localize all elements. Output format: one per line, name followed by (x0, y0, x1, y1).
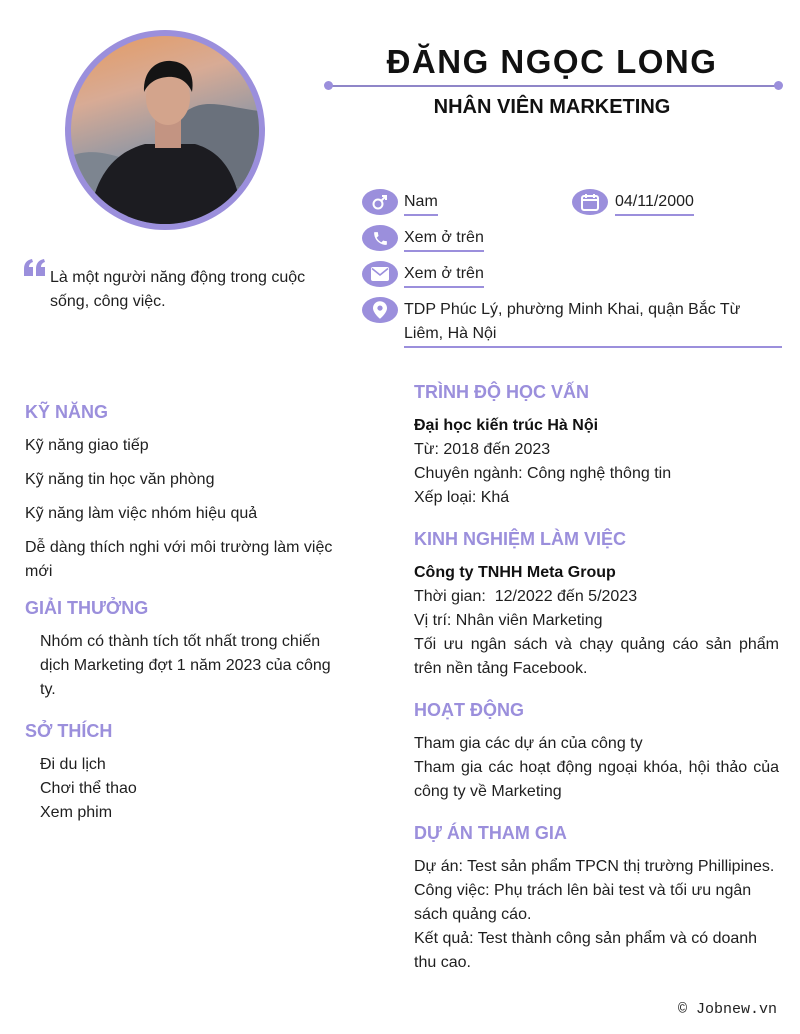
right-column (414, 380, 779, 992)
calendar-icon (572, 189, 608, 215)
activity-item: Tham gia các hoạt động ngoại khóa, hội thảo của công ty về Marketing (414, 759, 779, 800)
address-value: TDP Phúc Lý, phường Minh Khai, quận Bắc Từ Liêm, Hà Nội (404, 298, 782, 348)
job-title: NHÂN VIÊN MARKETING (433, 96, 671, 118)
activities-heading: HOẠT ĐỘNG (414, 700, 524, 720)
skill-item: Dễ dàng thích nghi với môi trường làm việc mới (25, 539, 333, 580)
candidate-name: ĐĂNG NGỌC LONG (386, 43, 718, 80)
experience-section (414, 527, 779, 681)
hobby-item: Xem phim (40, 804, 113, 821)
skills-heading: KỸ NĂNG (25, 402, 109, 422)
activity-item: Tham gia các dự án của công ty (414, 735, 643, 752)
awards-heading: GIẢI THƯỞNG (25, 598, 149, 618)
email-value: Xem ở trên (404, 262, 484, 288)
skills-section (25, 400, 363, 594)
hobby-item: Đi du lịch (40, 756, 106, 773)
gender-value: Nam (404, 190, 438, 216)
skill-item: Kỹ năng làm việc nhóm hiệu quả (25, 505, 258, 522)
awards-section (25, 596, 345, 702)
experience-heading: KINH NGHIỆM LÀM VIỆC (414, 529, 627, 549)
copyright-footer: © Jobnew.vn (677, 1001, 777, 1018)
project-item: Dự án: Test sản phẩm TPCN thị trường Phillipines. (414, 858, 775, 875)
phone-value: Xem ở trên (404, 226, 484, 252)
projects-section (414, 821, 779, 975)
gender-icon (362, 189, 398, 215)
experience-line: Vị trí: Nhân viên Marketing (414, 612, 603, 629)
hobbies-section (25, 719, 345, 825)
quote-icon (24, 259, 46, 284)
hobbies-heading: SỞ THÍCH (25, 721, 113, 741)
avatar (65, 30, 265, 230)
location-pin-icon (362, 297, 398, 323)
phone-icon (362, 225, 398, 251)
education-line: Từ: 2018 đến 2023 (414, 441, 551, 458)
summary-text: Là một người năng động trong cuộc sống, công việc. (50, 269, 306, 310)
divider-dot-left (324, 81, 333, 90)
education-line: Xếp loại: Khá (414, 489, 510, 506)
school-name: Đại học kiến trúc Hà Nội (414, 417, 599, 434)
project-item: Công việc: Phụ trách lên bài test và tối ưu ngân sách quảng cáo. (414, 882, 752, 923)
experience-line: Thời gian: 12/2022 đến 5/2023 (414, 588, 638, 605)
company-name: Công ty TNHH Meta Group (414, 564, 616, 581)
projects-heading: DỰ ÁN THAM GIA (414, 823, 567, 843)
skill-item: Kỹ năng giao tiếp (25, 437, 149, 454)
hobby-item: Chơi thể thao (40, 780, 137, 797)
education-section (414, 380, 779, 510)
education-heading: TRÌNH ĐỘ HỌC VẤN (414, 382, 589, 402)
award-item: Nhóm có thành tích tốt nhất trong chiến dịch Marketing đợt 1 năm 2023 của công ty. (40, 633, 331, 698)
profile-photo (71, 36, 259, 224)
name-divider (328, 85, 778, 87)
mail-icon (362, 261, 398, 287)
education-line: Chuyên ngành: Công nghệ thông tin (414, 465, 672, 482)
birth-date-value: 04/11/2000 (615, 190, 694, 216)
divider-dot-right (774, 81, 783, 90)
skill-item: Kỹ năng tin học văn phòng (25, 471, 215, 488)
activities-section (414, 698, 779, 804)
project-item: Kết quả: Test thành công sản phẩm và có doanh thu cao. (414, 930, 758, 971)
experience-line: Tối ưu ngân sách và chạy quảng cáo sản phẩm trên nền tảng Facebook. (414, 636, 779, 677)
